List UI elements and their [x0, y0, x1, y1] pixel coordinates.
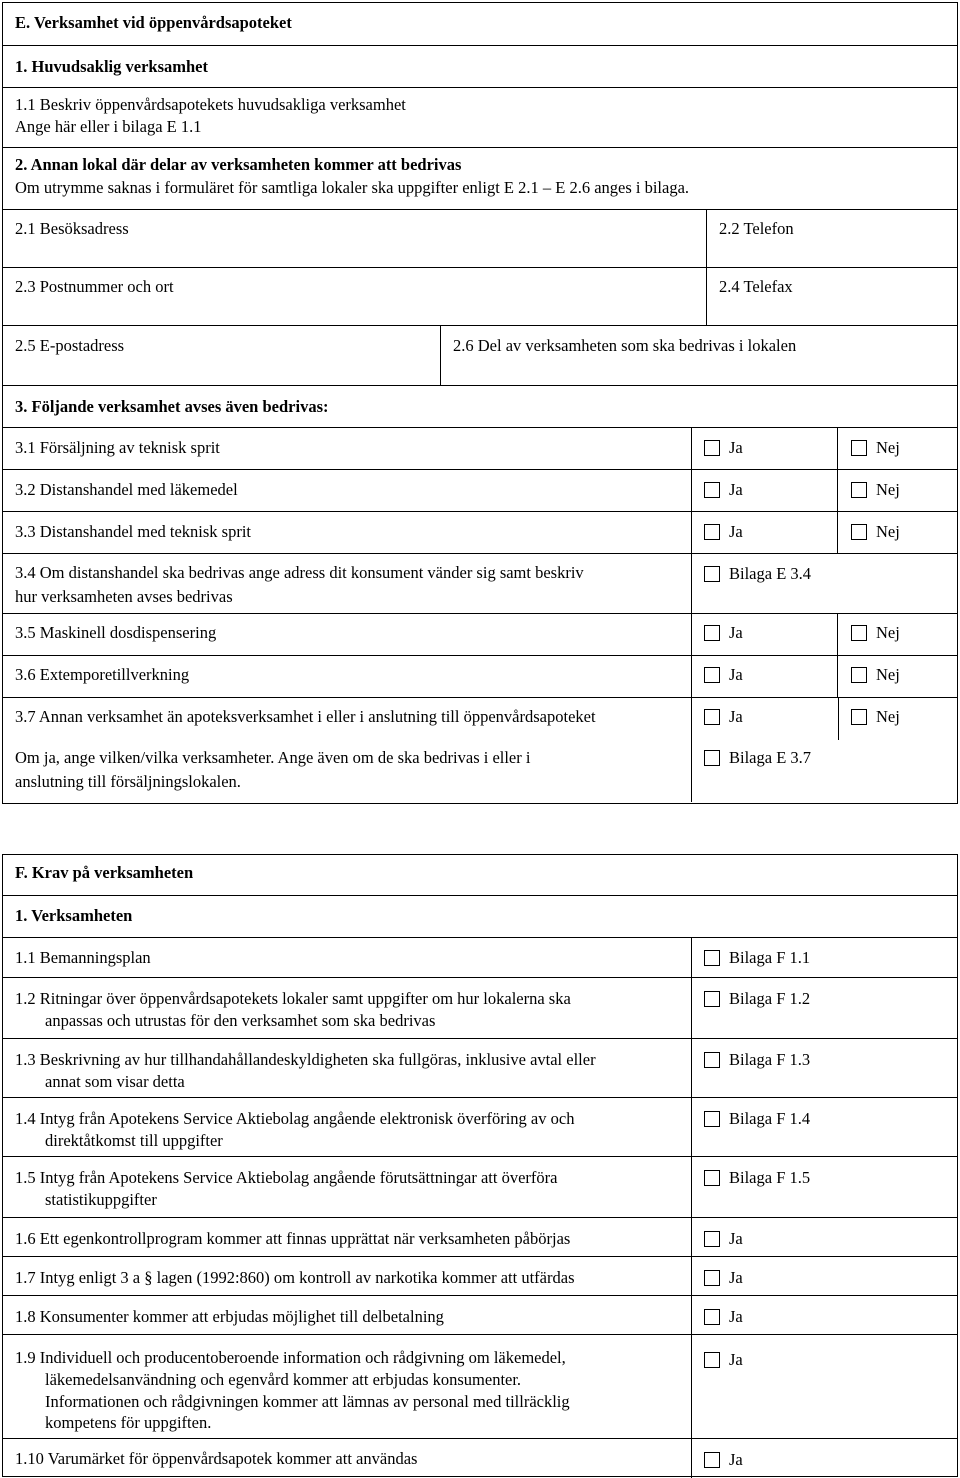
no-checkbox[interactable] [851, 622, 900, 644]
no-cell [837, 614, 957, 655]
checkbox-icon [704, 524, 720, 540]
requirement-label-cont: anpassas och utrustas för den verksamhet som ska bedrivas [45, 1011, 436, 1030]
no-label: Nej [876, 522, 900, 541]
attachment-checkbox[interactable] [704, 947, 810, 969]
field-label: 2.6 Del av verksamheten som ska bedrivas i lokalen [453, 336, 797, 355]
field-label: 2.4 Telefax [719, 277, 793, 296]
question-row-3-4 [3, 553, 957, 613]
heading-activity: 1. Verksamheten [15, 906, 133, 925]
requirement-label: 1.10 Varumärket för öppenvårdsapotek kommer att användas [15, 1449, 418, 1468]
attachment-label: Bilaga F 1.4 [729, 1109, 811, 1128]
no-checkbox[interactable] [851, 664, 900, 686]
activity-part-field[interactable] [440, 326, 957, 385]
section-f-header [3, 855, 957, 895]
heading-also-activity: 3. Följande verksamhet avses även bedrivas: [15, 397, 329, 416]
field-label: 2.3 Postnummer och ort [15, 277, 174, 296]
no-checkbox[interactable] [851, 437, 900, 459]
yes-cell [691, 614, 837, 655]
attachment-cell [691, 1039, 957, 1097]
question-row-3-3 [3, 511, 957, 553]
also-activity-heading [3, 385, 957, 427]
attachment-cell [691, 1098, 957, 1156]
section-f-title: F. Krav på verksamheten [15, 863, 194, 882]
requirement-label-cont: statistikuppgifter [45, 1190, 157, 1209]
no-checkbox[interactable] [851, 479, 900, 501]
yes-checkbox[interactable] [704, 1267, 743, 1289]
attachment-checkbox[interactable] [704, 563, 811, 585]
requirement-label: 1.1 Bemanningsplan [15, 948, 151, 967]
yes-label: Ja [729, 480, 743, 499]
checkbox-icon [704, 566, 720, 582]
address-phone-row [3, 209, 957, 267]
requirement-label: 1.8 Konsumenter kommer att erbjudas möjlighet till delbetalning [15, 1307, 444, 1326]
question-label: 3.3 Distanshandel med teknisk sprit [15, 522, 252, 541]
question-label: 3.7 Annan verksamhet än apoteksverksamhet i eller i anslutning till öppenvårdsapoteket [15, 707, 596, 726]
requirement-label: 1.7 Intyg enligt 3 a § lagen (1992:860) om kontroll av narkotika kommer att utfärdas [15, 1268, 575, 1287]
yes-checkbox[interactable] [704, 437, 743, 459]
no-checkbox[interactable] [851, 521, 900, 543]
section-e-form [2, 2, 958, 804]
no-label: Nej [876, 480, 900, 499]
question-label: 3.5 Maskinell dosdispensering [15, 623, 217, 642]
requirement-label: 1.9 Individuell och producentoberoende information och rådgivning om läkemedel, [15, 1348, 566, 1367]
section-e-header [3, 3, 957, 45]
checkbox-icon [704, 1170, 720, 1186]
requirement-row-1-1 [3, 937, 957, 977]
field-label: 1.1 Beskriv öppenvårdsapotekets huvudsakliga verksamhet [15, 95, 406, 114]
question-row-3-2 [3, 469, 957, 511]
yes-cell [691, 1296, 957, 1334]
question-followup: Om ja, ange vilken/vilka verksamheter. Ange även om de ska bedrivas i eller i [15, 748, 531, 767]
yes-label: Ja [729, 665, 743, 684]
checkbox-icon [851, 709, 867, 725]
yes-checkbox[interactable] [704, 1306, 743, 1328]
checkbox-icon [704, 709, 720, 725]
divider [838, 698, 839, 740]
postcode-city-field[interactable] [3, 268, 706, 325]
checkbox-icon [704, 1352, 720, 1368]
yes-cell [691, 1335, 957, 1438]
main-activity-field[interactable] [3, 87, 957, 147]
yes-checkbox[interactable] [704, 706, 743, 728]
requirement-label: 1.2 Ritningar över öppenvårdsapotekets lokaler samt uppgifter om hur lokalerna ska [15, 989, 571, 1008]
requirement-label-cont: Informationen och rådgivningen kommer att lämnas av personal med tillräcklig [45, 1392, 570, 1411]
attachment-label: Bilaga F 1.5 [729, 1168, 811, 1187]
attachment-label: Bilaga F 1.1 [729, 948, 811, 967]
other-premises-heading [3, 147, 957, 209]
yes-label: Ja [729, 438, 743, 457]
requirement-row-1-6 [3, 1217, 957, 1256]
checkbox-icon [851, 667, 867, 683]
yes-cell [691, 1257, 957, 1295]
yes-checkbox[interactable] [704, 664, 743, 686]
fax-field[interactable] [706, 268, 957, 325]
no-checkbox[interactable] [851, 706, 900, 728]
requirement-row-1-8 [3, 1295, 957, 1334]
field-hint: Ange här eller i bilaga E 1.1 [15, 117, 202, 136]
no-cell [837, 656, 957, 697]
requirement-label-cont: läkemedelsanvändning och egenvård kommer att erbjudas konsumenter. [45, 1370, 522, 1389]
no-cell [837, 428, 957, 469]
attachment-checkbox[interactable] [704, 1167, 810, 1189]
attachment-label: Bilaga F 1.2 [729, 989, 811, 1008]
attachment-cell [691, 978, 957, 1038]
question-row-3-1 [3, 427, 957, 469]
requirement-label: 1.6 Ett egenkontrollprogram kommer att finnas upprättat när verksamheten påbörjas [15, 1229, 571, 1248]
no-cell [837, 512, 957, 553]
attachment-checkbox[interactable] [704, 1108, 810, 1130]
yes-cell [691, 470, 837, 511]
question-row-3-7 [3, 697, 957, 802]
question-label: 3.2 Distanshandel med läkemedel [15, 480, 238, 499]
no-label: Nej [876, 665, 900, 684]
heading-main-activity: 1. Huvudsaklig verksamhet [15, 57, 208, 76]
requirement-label-cont: direktåtkomst till uppgifter [45, 1131, 223, 1150]
requirement-row-1-10 [3, 1438, 957, 1478]
attachment-label: Bilaga E 3.7 [729, 748, 812, 767]
checkbox-icon [704, 950, 720, 966]
visiting-address-field[interactable] [3, 210, 706, 267]
checkbox-icon [704, 1111, 720, 1127]
question-row-3-5 [3, 613, 957, 655]
question-label: 3.4 Om distanshandel ska bedrivas ange adress dit konsument vänder sig samt beskriv [15, 563, 584, 582]
checkbox-icon [704, 667, 720, 683]
attachment-label: Bilaga E 3.4 [729, 564, 812, 583]
checkbox-icon [704, 440, 720, 456]
checkbox-icon [851, 625, 867, 641]
yes-checkbox[interactable] [704, 1228, 743, 1250]
checkbox-icon [704, 750, 720, 766]
yes-label: Ja [729, 1450, 743, 1469]
yes-label: Ja [729, 1268, 743, 1287]
attachment-checkbox[interactable] [704, 1049, 810, 1071]
yes-checkbox[interactable] [704, 622, 743, 644]
attachment-checkbox[interactable] [704, 988, 810, 1010]
checkbox-icon [704, 1052, 720, 1068]
question-label-cont: hur verksamheten avses bedrivas [15, 587, 233, 606]
attachment-cell [691, 1157, 957, 1217]
requirement-row-1-3 [3, 1038, 957, 1097]
answer-cell [691, 698, 957, 802]
attachment-cell [691, 554, 957, 613]
requirement-label: 1.5 Intyg från Apotekens Service Aktiebolag angående förutsättningar att överföra [15, 1168, 558, 1187]
section-f-form [2, 854, 958, 1477]
requirement-row-1-4 [3, 1097, 957, 1156]
yes-cell [691, 1439, 957, 1478]
yes-label: Ja [729, 1229, 743, 1248]
phone-field[interactable] [706, 210, 957, 267]
checkbox-icon [704, 482, 720, 498]
yes-cell [691, 1218, 957, 1256]
requirement-label: 1.3 Beskrivning av hur tillhandahållandeskyldigheten ska fullgöras, inklusive avtal eller [15, 1050, 596, 1069]
yes-checkbox[interactable] [704, 479, 743, 501]
checkbox-icon [851, 482, 867, 498]
heading-row [3, 895, 957, 937]
checkbox-icon [704, 1309, 720, 1325]
yes-checkbox[interactable] [704, 521, 743, 543]
checkbox-icon [704, 1270, 720, 1286]
postcode-fax-row [3, 267, 957, 325]
requirement-label-cont: annat som visar detta [45, 1072, 185, 1091]
yes-label: Ja [729, 623, 743, 642]
email-part-row [3, 325, 957, 385]
yes-label: Ja [729, 522, 743, 541]
requirement-row-1-7 [3, 1256, 957, 1295]
heading-other-premises: 2. Annan lokal där delar av verksamheten kommer att bedrivas [15, 155, 462, 174]
no-label: Nej [876, 623, 900, 642]
email-field[interactable] [3, 326, 440, 385]
checkbox-icon [704, 1231, 720, 1247]
checkbox-icon [704, 991, 720, 1007]
question-label: 3.1 Försäljning av teknisk sprit [15, 438, 220, 457]
yes-cell [691, 656, 837, 697]
question-label: 3.6 Extemporetillverkning [15, 665, 190, 684]
yes-cell [691, 512, 837, 553]
other-premises-note: Om utrymme saknas i formuläret för samtliga lokaler ska uppgifter enligt E 2.1 – E 2.6 anges i bilaga. [15, 178, 690, 197]
requirement-row-1-2 [3, 977, 957, 1038]
field-label: 2.5 E-postadress [15, 336, 125, 355]
checkbox-icon [851, 440, 867, 456]
attachment-checkbox[interactable] [704, 747, 811, 769]
checkbox-icon [704, 625, 720, 641]
question-row-3-6 [3, 655, 957, 697]
heading-row [3, 45, 957, 87]
yes-label: Ja [729, 1350, 743, 1369]
requirement-label: 1.4 Intyg från Apotekens Service Aktiebolag angående elektronisk överföring av och [15, 1109, 575, 1128]
yes-label: Ja [729, 1307, 743, 1326]
checkbox-icon [704, 1452, 720, 1468]
checkbox-icon [851, 524, 867, 540]
attachment-cell [691, 938, 957, 977]
yes-checkbox[interactable] [704, 1349, 743, 1371]
no-label: Nej [876, 707, 900, 726]
requirement-row-1-9 [3, 1334, 957, 1438]
no-cell [837, 470, 957, 511]
requirement-label-cont: kompetens för uppgiften. [45, 1413, 212, 1432]
field-label: 2.2 Telefon [719, 219, 794, 238]
yes-cell [691, 428, 837, 469]
question-followup-cont: anslutning till försäljningslokalen. [15, 772, 241, 791]
field-label: 2.1 Besöksadress [15, 219, 129, 238]
no-label: Nej [876, 438, 900, 457]
attachment-label: Bilaga F 1.3 [729, 1050, 811, 1069]
yes-label: Ja [729, 707, 743, 726]
requirement-row-1-5 [3, 1156, 957, 1217]
section-e-title: E. Verksamhet vid öppenvårdsapoteket [15, 13, 292, 32]
yes-checkbox[interactable] [704, 1449, 743, 1471]
